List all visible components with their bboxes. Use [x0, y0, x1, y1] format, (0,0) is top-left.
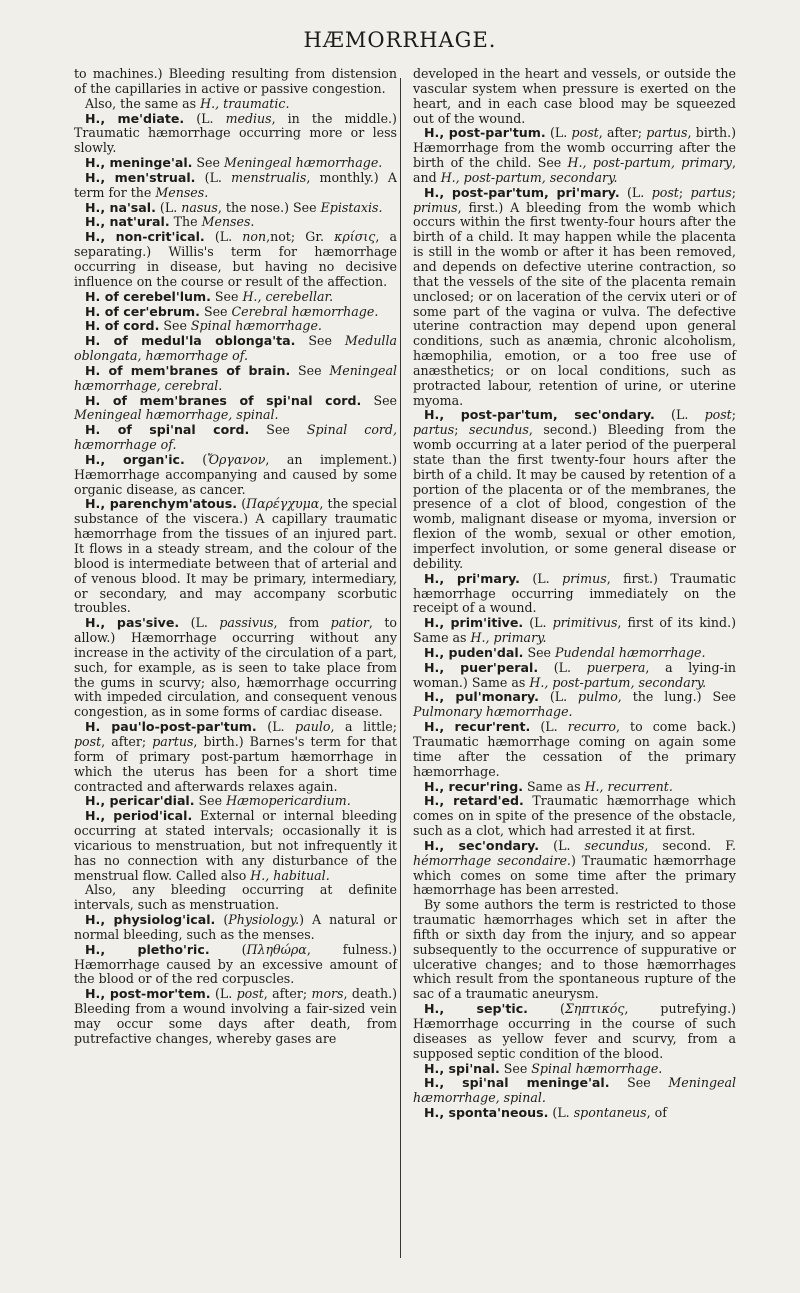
entry-text: , second.) Bleeding from the womb occurring at a later period of the puerperal state than the first twenty-four hours after the birth of a child. It may be caused by retention of a portion of the placenta or of the membranes, the presence of a clot of blood, congestion of the womb, malignant disease or myoma, inversion or flexion of the womb, sexual or other emotion, imperfect involution, or some general disease or debility. — [413, 422, 736, 571]
italic-text: Pulmonary hæmorrhage. — [413, 704, 573, 720]
dictionary-entry — [413, 839, 736, 898]
entry-text: , monthly.) A term for the — [74, 169, 397, 200]
italic-text: post — [704, 407, 732, 423]
italic-text: H., post-partum, primary — [567, 155, 732, 171]
italic-text: paulo — [295, 719, 331, 735]
entry-text: , the lung.) See — [617, 689, 736, 705]
entry-headword: H., sponta'neous. — [424, 1105, 549, 1121]
entry-text: ) Traumatic hæmorrhage which comes on some time after the primary hæmorrhage has been arrested. — [413, 852, 736, 898]
entry-text: See — [210, 288, 243, 304]
entry-text: , first.) A bleeding from the womb which occurs within the first twenty-four hours after the birth of a child. It may happen while the placenta is still in the womb or after it has been removed, and depends on defective uterine contraction, so that the vessels of the site of the placenta remain unclosed; or on laceration of the cervix uteri or of some part of the vagina or vulva. The defective uterine contraction may depend upon general conditions, such as anæmia, chronic alcoholism, hæmophilia, emotion, or a too free use of anæsthetics; or on local conditions, such as protracted labour, retention of urine, or uterine myoma. — [413, 199, 736, 408]
italic-text: post — [74, 733, 102, 749]
entry-text: , second. F. — [644, 837, 737, 853]
entry-headword: H., recur'ring. — [424, 778, 524, 794]
dictionary-entry — [413, 1106, 736, 1121]
entry-text: , to come back.) Traumatic hæmorrhage coming on again some time after the cessation of the primary hæmorrhage. — [413, 719, 736, 779]
italic-text: partus — [646, 125, 688, 141]
entry-headword: H., post-mor'tem. — [85, 986, 211, 1002]
italic-text: Meningeal hæmorrhage, cerebral. — [74, 362, 397, 393]
dictionary-entry — [74, 97, 397, 112]
dictionary-entry — [74, 616, 397, 720]
entry-text: Traumatic hæmorrhage which comes on in spite of the presence of the obstacle, such as a clot, which had arrested it at first. — [413, 793, 736, 839]
entry-text: , birth.) Hæmorrhage from the womb occurring after the birth of the child. See — [413, 125, 736, 171]
entry-text: (L. — [538, 659, 587, 675]
entry-text: ; — [678, 184, 691, 200]
dictionary-entry — [413, 616, 736, 646]
italic-text: Spinal hæmorrhage. — [531, 1060, 663, 1076]
italic-text: nasus — [181, 199, 218, 215]
entry-text: , first.) Traumatic hæmorrhage occurring immediately on the receipt of a wound. — [413, 570, 736, 616]
italic-text: Menses. — [155, 184, 209, 200]
dictionary-entry — [74, 943, 397, 988]
entry-headword: H., physiolog'ical. — [85, 912, 216, 928]
entry-text: (L. — [519, 570, 563, 586]
italic-text: Medulla oblongata, hæmorrhage of. — [74, 333, 397, 364]
italic-text: Epistaxis. — [320, 199, 383, 215]
italic-text: H., post-partum, secondary. — [529, 674, 707, 690]
entry-headword: H., organ'ic. — [85, 451, 185, 467]
entry-headword: H., pul'monary. — [424, 689, 539, 705]
dictionary-entry — [74, 913, 397, 943]
entry-text: , to allow.) Hæmorrhage occurring without any increase in the activity of the circulation of a part, such, for example, as is seen to take place from the gums in scurvy; also, hæmorrhage occurring with impeded circulation, and consequent venous congestion, as in some forms of cardiac disease. — [74, 615, 397, 720]
italic-text: Menses. — [201, 214, 255, 230]
dictionary-entry — [413, 186, 736, 409]
entry-text: The — [169, 214, 202, 230]
entry-text: (L. — [538, 689, 579, 705]
entry-text: ; — [454, 422, 470, 438]
entry-text: See — [199, 303, 232, 319]
entry-text: developed in the heart and vessels, or outside the vascular system when pressure is exerted on the heart, and in each case blood may be squeezed out of the wound. — [413, 66, 736, 126]
entry-headword: H. of mem'branes of brain. — [85, 362, 291, 378]
dictionary-entry — [74, 497, 397, 616]
entry-headword: H. of cer'ebrum. — [85, 303, 200, 319]
entry-text: , birth.) Barnes's term for that form of primary post-partum hæmorrhage in which the uterus has been for a short time contracted and afterwards relaxes again. — [74, 733, 397, 794]
dictionary-entry — [74, 453, 397, 498]
entry-headword: H., pas'sive. — [85, 615, 180, 631]
entry-text: See — [523, 644, 556, 660]
italic-text: Πληθώρα — [246, 941, 307, 957]
entry-text: , death.) Bleeding from a wound involving a fair-sized vein may occur some days after death, from putrefactive changes, whereby gases are — [74, 986, 398, 1046]
entry-headword: H., sec'ondary. — [424, 837, 540, 853]
dictionary-entry — [74, 112, 397, 157]
italic-text: H., primary. — [470, 630, 547, 646]
entry-text: (L. — [545, 125, 572, 141]
dictionary-entry — [413, 690, 736, 720]
entry-headword: H. of spi'nal cord. — [85, 422, 250, 438]
entry-text: See — [499, 1060, 532, 1076]
italic-text: partus — [152, 733, 194, 749]
entry-text: (L. — [256, 719, 296, 735]
entry-text: ,not; Gr. — [266, 229, 335, 245]
entry-text: (L. — [619, 184, 652, 200]
entry-headword: H. pau'lo-post-par'tum. — [85, 719, 257, 735]
dictionary-entry — [74, 423, 397, 453]
entry-text: , of — [646, 1105, 667, 1121]
italic-text: Pudendal hæmorrhage. — [555, 644, 706, 660]
dictionary-entry — [74, 720, 397, 794]
entry-text: See — [295, 333, 345, 349]
italic-text: Meningeal hæmorrhage, spinal. — [74, 407, 279, 423]
entry-headword: H., na'sal. — [85, 199, 156, 215]
entry-headword: H., post-par'tum. — [424, 125, 546, 141]
italic-text: post — [236, 986, 264, 1002]
entry-headword: H., post-par'tum, pri'mary. — [424, 184, 620, 200]
entry-text: (L. — [530, 719, 568, 735]
dictionary-entry — [413, 794, 736, 839]
entry-headword: H. of cord. — [85, 318, 160, 334]
italic-text: H., cerebellar. — [242, 288, 334, 304]
entry-headword: H. of mem'branes of spi'nal cord. — [85, 392, 362, 408]
dictionary-entry — [413, 898, 736, 1002]
entry-headword: H., puer'peral. — [424, 659, 539, 675]
entry-text: ( — [209, 941, 247, 957]
entry-headword: H., retard'ed. — [424, 793, 524, 809]
italic-text: κρίσις — [334, 229, 376, 245]
italic-text: patior — [330, 615, 369, 631]
entry-text: See — [290, 362, 330, 378]
entry-headword: H., post-par'tum, sec'ondary. — [424, 407, 655, 423]
italic-text: spontaneus — [573, 1105, 647, 1121]
italic-text: medius — [225, 110, 272, 126]
dictionary-entry — [74, 334, 397, 364]
entry-headword: H. of medul'la oblonga'ta. — [85, 333, 296, 349]
italic-text: secundus — [584, 837, 645, 853]
entry-text: to machines.) Bleeding resulting from distension of the capillaries in active or passive congestion. — [74, 66, 397, 96]
italic-text: menstrualis — [231, 169, 307, 185]
italic-text: primus — [413, 199, 458, 215]
dictionary-entry — [413, 1076, 736, 1106]
entry-text: , the nose.) See — [217, 199, 321, 215]
dictionary-entry — [74, 201, 397, 216]
italic-text: H., habitual. — [250, 867, 330, 883]
entry-headword: H., me'diate. — [85, 110, 185, 126]
italic-text: Σηπτικός — [564, 1001, 625, 1017]
entry-text: By some authors the term is restricted to those traumatic hæmorrhages which set in after the fifth or sixth day from the injury, and so appear subsequently to the occurrence of suppurative or ulcerative changes; and to those hæmorrhages which result from the spontaneous rupture of the sac of a traumatic aneurysm. — [413, 897, 736, 1002]
entry-text: See — [249, 422, 307, 438]
italic-text: Ὄργανον — [207, 451, 266, 467]
entry-text: See — [361, 392, 397, 408]
entry-headword: H., spi'nal meninge'al. — [424, 1075, 610, 1091]
entry-headword: H., pri'mary. — [424, 570, 520, 586]
italic-text: Παρέγχυμα — [246, 496, 320, 512]
entry-text: (L. — [654, 407, 705, 423]
entry-text: , after; — [101, 733, 153, 749]
entry-text: , fulness.) Hæmorrhage caused by an excessive amount of the blood or of the red corpuscles. — [74, 941, 398, 987]
dictionary-entry — [74, 319, 397, 334]
italic-text: mors — [311, 986, 344, 1002]
entry-text: Same as — [523, 778, 585, 794]
entry-text: , putrefying.) Hæmorrhage occurring in the course of such diseases as yellow fever and scurvy, from a supposed septic condition of the blood. — [413, 1001, 736, 1061]
entry-headword: H., spi'nal. — [424, 1060, 500, 1076]
entry-text: External or internal bleeding occurring at stated intervals; occasionally it is vicarious to menstruation, but not infrequently it has no connection with any disturbance of the menstrual flow. Called also — [74, 808, 397, 883]
entry-headword: H., pletho'ric. — [85, 941, 210, 957]
italic-text: Cerebral hæmorrhage. — [231, 303, 379, 319]
entry-text: (L. — [184, 110, 226, 126]
entry-text: , from — [273, 615, 331, 631]
entry-headword: H., prim'itive. — [424, 615, 524, 631]
italic-text: Hæmopericardium. — [226, 793, 351, 809]
dictionary-entry — [413, 1062, 736, 1077]
entry-text: , after; — [598, 125, 647, 141]
italic-text: hémorrhage secondaire. — [413, 852, 571, 868]
right-column — [413, 67, 736, 1121]
dictionary-entry — [74, 883, 397, 913]
entry-text: , in the middle.) Traumatic hæmorrhage occurring more or less slowly. — [74, 110, 397, 156]
italic-text: post — [651, 184, 679, 200]
dictionary-entry — [74, 290, 397, 305]
dictionary-entry — [74, 809, 397, 883]
entry-text: ; — [731, 184, 736, 200]
entry-headword: H., puden'dal. — [424, 644, 524, 660]
dictionary-entry — [413, 126, 736, 185]
entry-text: (L. — [539, 837, 585, 853]
italic-text: primitivus — [552, 615, 618, 631]
entry-text: (L. — [155, 199, 182, 215]
entry-headword: H., meninge'al. — [85, 155, 193, 171]
entry-headword: H., nat'ural. — [85, 214, 170, 230]
italic-text: H., recurrent. — [584, 778, 673, 794]
entry-headword: H., recur'rent. — [424, 719, 531, 735]
entry-headword: H., men'strual. — [85, 169, 196, 185]
entry-text: , and — [413, 155, 737, 185]
dictionary-entry — [74, 394, 397, 424]
entry-text: (L. — [548, 1105, 574, 1121]
entry-text: (L. — [210, 986, 237, 1002]
dictionary-entry — [74, 171, 397, 201]
italic-text: non — [242, 229, 267, 245]
dictionary-entry — [413, 661, 736, 691]
italic-text: partus — [413, 422, 455, 438]
entry-text: Also, the same as — [85, 95, 201, 111]
entry-text: , after; — [263, 986, 312, 1002]
italic-text: recurro — [567, 719, 616, 735]
italic-text: partus — [690, 184, 732, 200]
italic-text: pulmo — [578, 689, 618, 705]
dictionary-entry — [74, 987, 397, 1046]
dictionary-entry — [74, 215, 397, 230]
dictionary-entry — [413, 408, 736, 571]
italic-text: Meningeal hæmorrhage. — [223, 155, 383, 171]
entry-text: , a separating.) Willis's term for hæmorrhage occurring in disease, but having no decisive influence on the course or result of the affection. — [74, 229, 397, 289]
left-column — [74, 67, 397, 1047]
entry-text: ; — [731, 407, 736, 423]
dictionary-entry — [413, 572, 736, 617]
entry-text: ( — [237, 496, 247, 512]
entry-headword: H., non-crit'ical. — [85, 229, 205, 245]
entry-headword: H., parenchym'atous. — [85, 496, 237, 512]
continued-text — [413, 67, 736, 126]
italic-text: H., traumatic. — [200, 95, 290, 111]
entry-headword: H., sep'tic. — [424, 1001, 528, 1017]
entry-text: ) A natural or normal bleeding, such as the menses. — [74, 912, 397, 942]
continued-text — [74, 67, 397, 97]
entry-headword: H., pericar'dial. — [85, 793, 195, 809]
entry-text: (L. — [195, 169, 232, 185]
dictionary-entry — [74, 230, 397, 289]
italic-text: primus — [562, 570, 607, 586]
entry-text: , the special substance of the viscera.) A capillary traumatic hæmorrhage from the tissues of an injured part. It flows in a steady stream, and the colour of the blood is intermediate between that of arterial and of venous blood. It may be primary, intermediary, or secondary, and may accompany scorbutic troubles. — [74, 496, 398, 616]
dictionary-entry — [74, 305, 397, 320]
column-divider — [400, 78, 401, 1258]
italic-text: post — [571, 125, 599, 141]
italic-text: H., post-partum, secondary. — [440, 169, 618, 185]
running-header: HÆMORRHAGE. — [303, 28, 497, 52]
entry-text: Also, any bleeding occurring at definite intervals, such as menstruation. — [74, 882, 397, 913]
dictionary-entry — [413, 720, 736, 779]
dictionary-entry — [413, 780, 736, 795]
entry-text: See — [159, 318, 191, 334]
entry-text: ( — [184, 451, 208, 467]
italic-text: passivus — [219, 615, 274, 631]
entry-text: (L. — [179, 615, 220, 631]
entry-text: , a little; — [330, 719, 398, 735]
entry-headword: H., period'ical. — [85, 808, 193, 824]
italic-text: Spinal cord, hæmorrhage of. — [74, 422, 397, 453]
entry-text: (L. — [204, 229, 243, 245]
entry-text: (L. — [523, 615, 553, 631]
entry-text: , a lying-in woman.) Same as — [413, 659, 736, 690]
entry-text: See — [194, 793, 227, 809]
dictionary-entry — [413, 1002, 736, 1061]
entry-text: See — [609, 1075, 669, 1091]
entry-text: , first of its kind.) Same as — [413, 615, 736, 646]
dictionary-entry — [413, 646, 736, 661]
entry-text: , an implement.) Hæmorrhage accompanying and caused by some organic disease, as cancer. — [74, 451, 398, 497]
italic-text: Physiology. — [228, 912, 300, 928]
entry-text: ( — [527, 1001, 565, 1017]
dictionary-entry — [74, 364, 397, 394]
italic-text: secundus — [469, 422, 529, 438]
entry-text: See — [192, 155, 224, 171]
italic-text: Meningeal hæmorrhage, spinal. — [413, 1075, 736, 1106]
entry-text: ( — [215, 912, 229, 928]
dictionary-entry — [74, 156, 397, 171]
dictionary-entry — [74, 794, 397, 809]
italic-text: puerpera — [586, 659, 646, 675]
entry-headword: H. of cerebel'lum. — [85, 288, 211, 304]
italic-text: Spinal hæmorrhage. — [190, 318, 322, 334]
